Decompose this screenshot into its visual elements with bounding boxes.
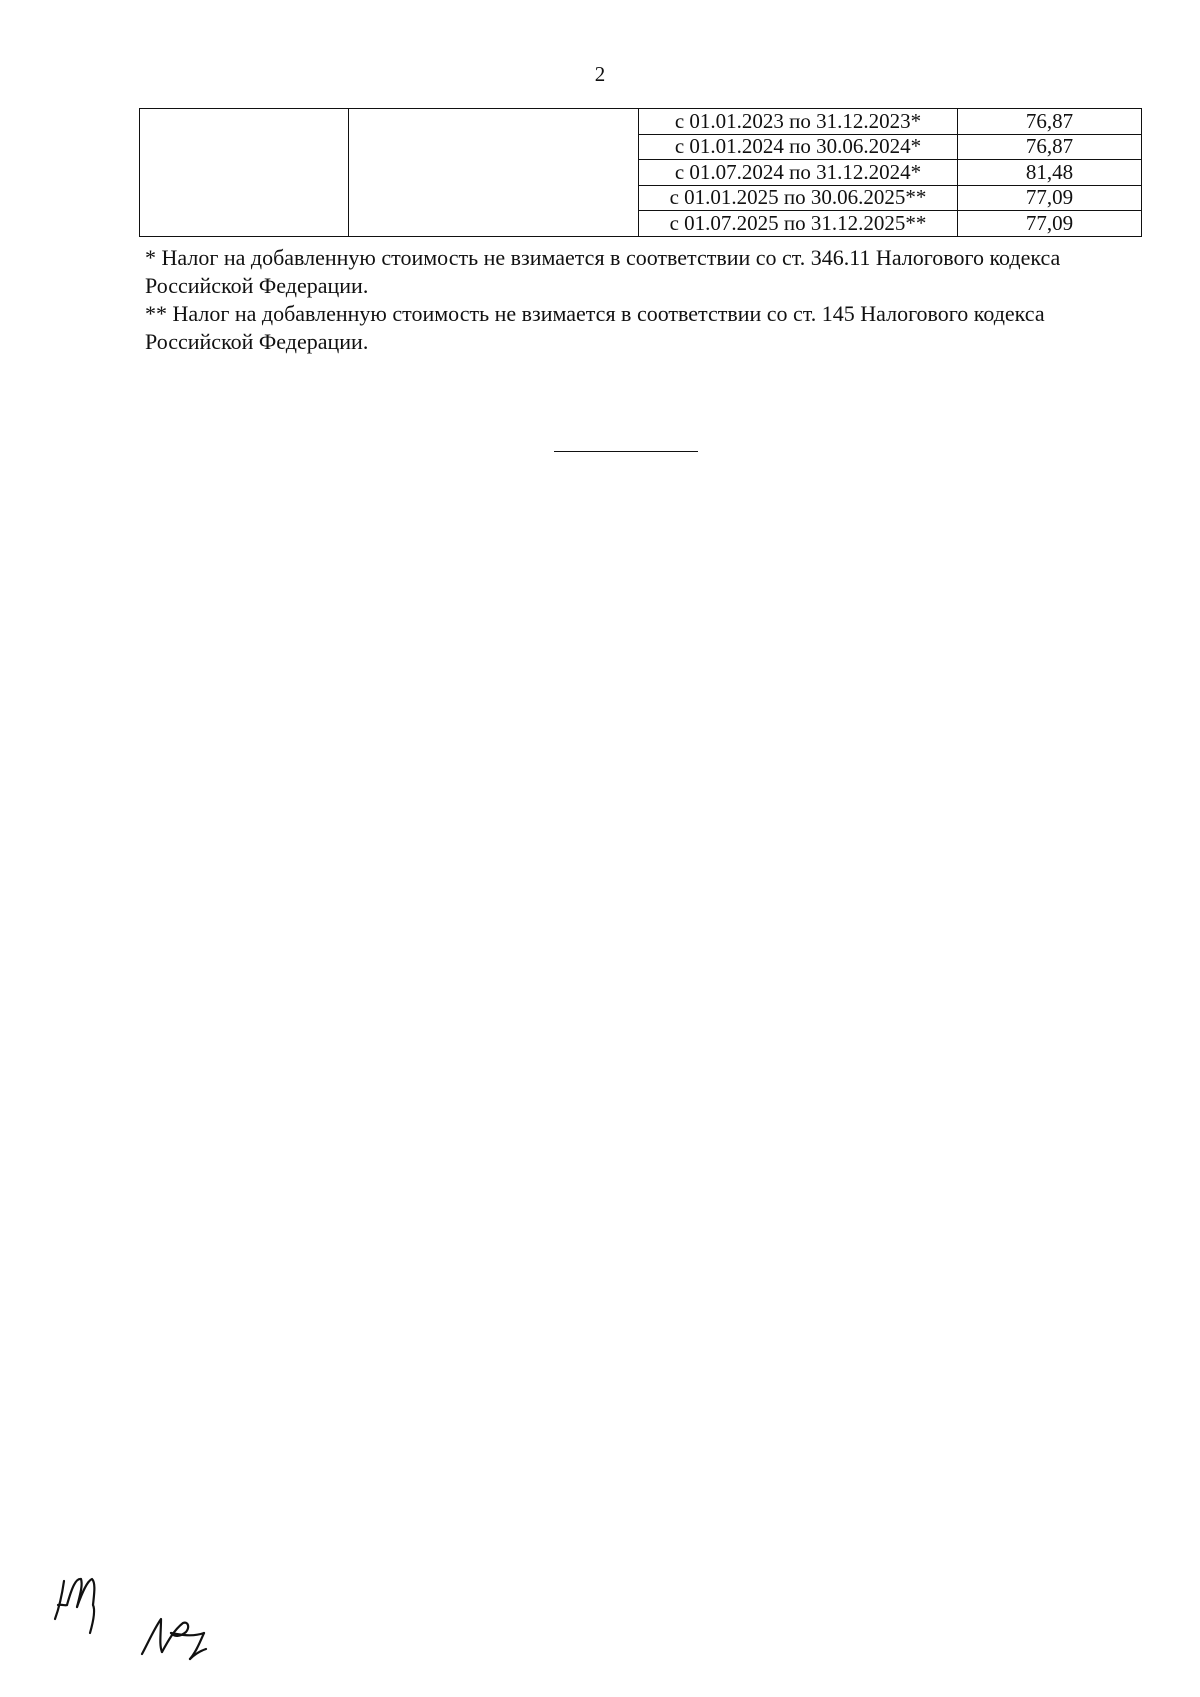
- signature-initials-1: [55, 1579, 94, 1633]
- value-cell: 76,87: [958, 109, 1142, 135]
- value-cell: 76,87: [958, 134, 1142, 160]
- period-cell: с 01.01.2025 по 30.06.2025**: [639, 185, 958, 211]
- table-row: [140, 109, 1142, 135]
- signatures: [50, 1575, 250, 1670]
- period-cell: с 01.07.2025 по 31.12.2025**: [639, 211, 958, 237]
- value-cell: 77,09: [958, 185, 1142, 211]
- page-number: 2: [594, 62, 606, 86]
- period-cell: с 01.01.2023 по 31.12.2023*: [639, 109, 958, 135]
- end-of-document-rule: [554, 451, 698, 452]
- period-cell: с 01.01.2024 по 30.06.2024*: [639, 134, 958, 160]
- period-cell: с 01.07.2024 по 31.12.2024*: [639, 160, 958, 186]
- value-cell: 77,09: [958, 211, 1142, 237]
- footnotes: [145, 244, 1125, 356]
- tariff-table: [139, 108, 1142, 237]
- footnote-2: ** Налог на добавленную стоимость не взимается в соответствии со ст. 145 Налогового кодекса Российской Федерации.: [145, 301, 1045, 354]
- signature-initials-2: [142, 1619, 206, 1659]
- empty-cell-col1: [140, 109, 349, 237]
- value-cell: 81,48: [958, 160, 1142, 186]
- empty-cell-col2: [349, 109, 639, 237]
- footnote-1: * Налог на добавленную стоимость не взимается в соответствии со ст. 346.11 Налогового кодекса Российской Федерации.: [145, 245, 1061, 298]
